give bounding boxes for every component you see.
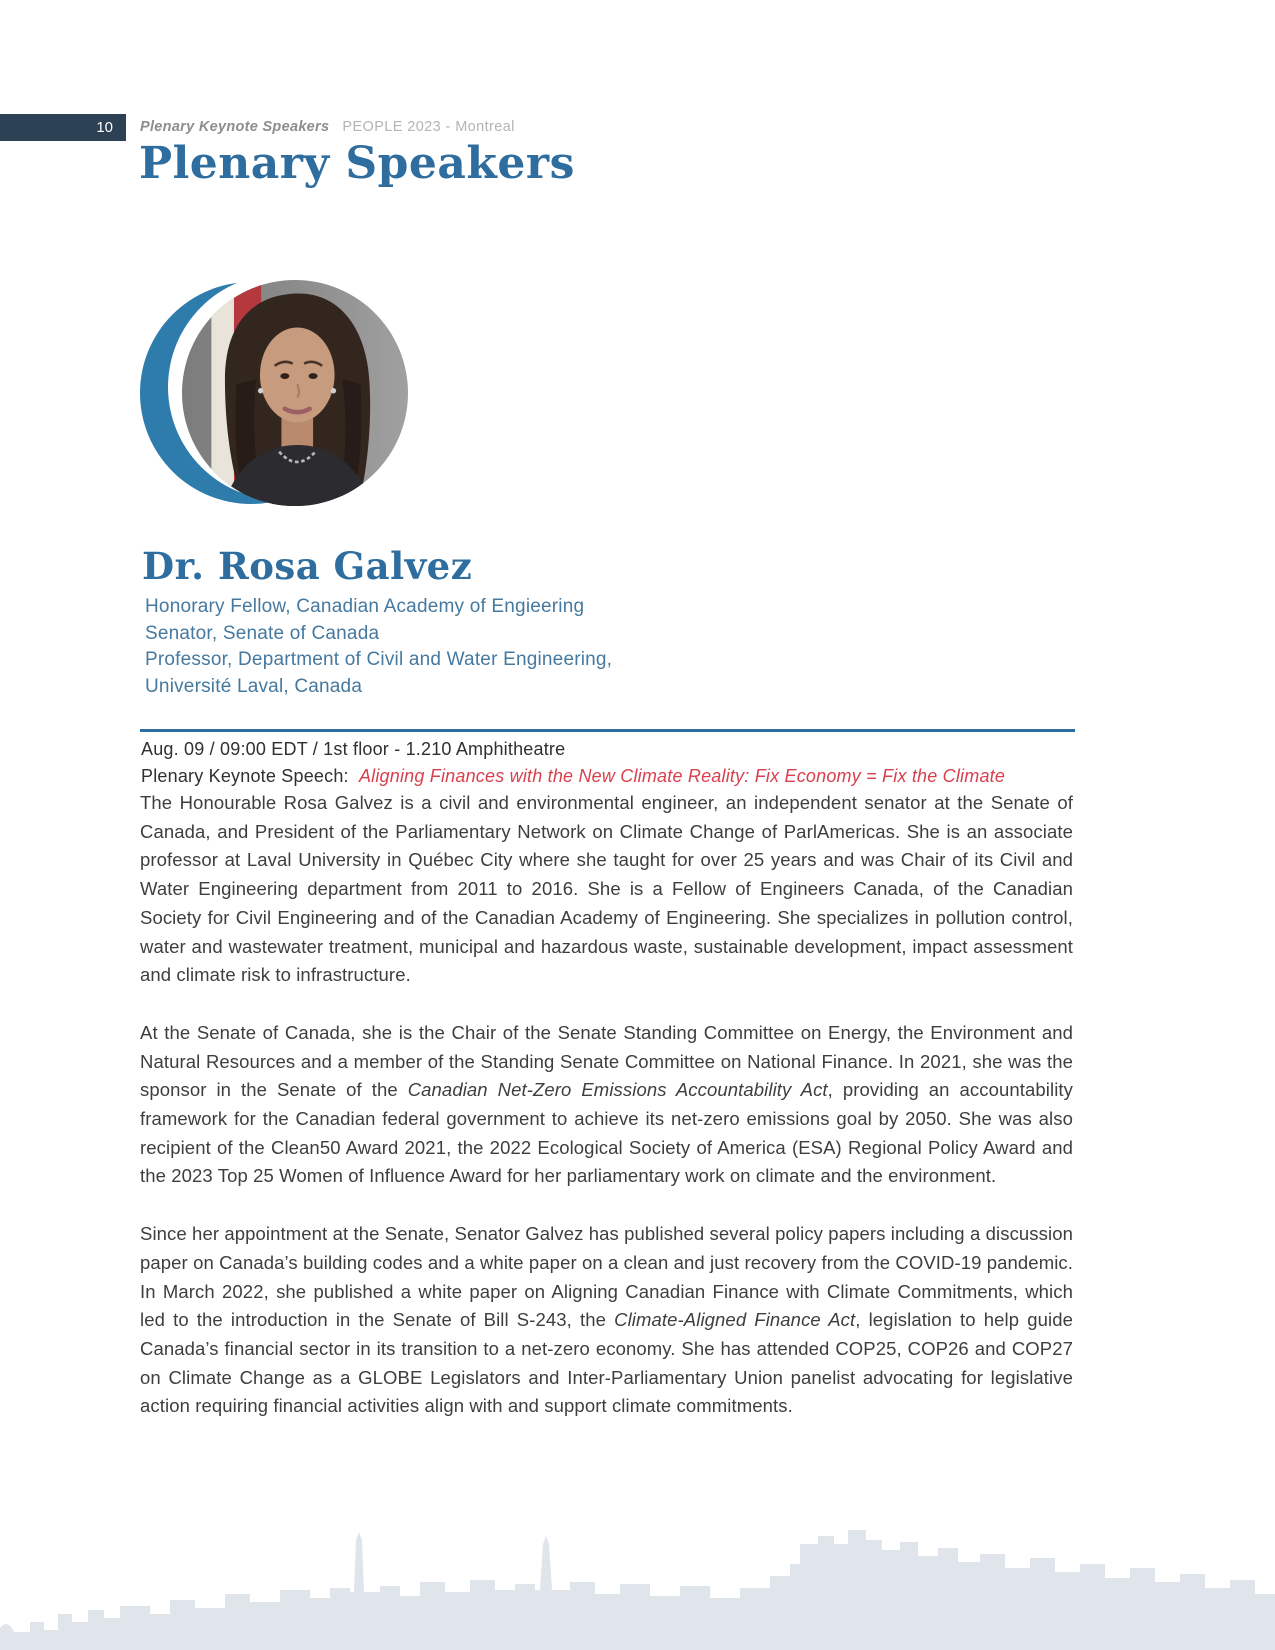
affiliation-line: Honorary Fellow, Canadian Academy of Engieering [145, 596, 585, 617]
speaker-photo [140, 272, 420, 518]
running-header-section: Plenary Keynote Speakers [140, 119, 330, 135]
portrait-illustration-icon [182, 280, 408, 506]
page-title: Plenary Speakers [139, 138, 575, 189]
bio-paragraph-2 [140, 1019, 1073, 1191]
city-skyline-silhouette-icon [0, 1510, 1275, 1650]
bio-text: , providing an accountability framework for the Canadian federal government to achieve its net-zero emissions goal by 2050. She was also recipient of the Clean50 Award 2021, the 2022 Ecological Society of America (ESA) Regional Policy Award and the 2023 Top 25 Women of Influence Award for her parliamentary work on climate and the environment. [140, 1079, 1073, 1187]
speech-line [141, 763, 1005, 790]
running-header-event: PEOPLE 2023 - Montreal [342, 119, 515, 135]
page-number-bar [0, 114, 126, 141]
bio-text: Since her appointment at the Senate, Senator Galvez has published several policy papers including a discussion paper on Canada’s building codes and a white paper on a clean and just recovery from the COVID-19 pandemic. In March 2022, she published a white paper on Aligning Canadian Finance with Climate Commitments, which led to the introduction in the Senate of Bill S-243, the [140, 1223, 1073, 1331]
portrait-photo [182, 280, 408, 506]
bio-text: , legislation to help guide Canada’s financial sector in its transition to a net-zero economy. She has attended COP25, COP26 and COP27 on Climate Change as a GLOBE Legislators and Inter-Parliamentary Union panelist advocating for legislative action requiring financial activities align with and support climate commitments. [140, 1309, 1073, 1417]
bio-text: The Honourable Rosa Galvez is a civil and environmental engineer, an independent senator at the Senate of Canada, and President of the Parliamentary Network on Climate Change of ParlAmericas. She is an associate professor at Laval University in Québec City where she taught for over 25 years and was Chair of its Civil and Water Engineering department from 2011 to 2016. She is a Fellow of Engineers Canada, of the Canadian Society for Civil Engineering and of the Canadian Academy of Engineering. She specializes in pollution control, water and wastewater treatment, municipal and hazardous waste, sustainable development, impact assessment and climate risk to infrastructure. [140, 792, 1073, 986]
affiliation-line: Senator, Senate of Canada [145, 622, 380, 644]
bio-text-italic: Climate-Aligned Finance Act [614, 1309, 856, 1331]
section-divider [140, 729, 1075, 732]
speaker-biography [140, 789, 1073, 1450]
affiliation-line: Université Laval, Canada [145, 675, 363, 697]
speaker-name: Dr. Rosa Galvez [142, 544, 473, 588]
page-number: 10 [96, 119, 113, 136]
speech-label: Plenary Keynote Speech: [141, 766, 349, 786]
bio-text: At the Senate of Canada, she is the Chair of the Senate Standing Committee on Energy, the Environment and Natural Resources and a member of the Standing Senate Committee on National Finance. In 2021, she was the sponsor in the Senate of the [140, 1021, 1073, 1101]
session-info: Aug. 09 / 09:00 EDT / 1st floor - 1.210 Amphitheatre [141, 739, 566, 759]
bio-text-italic: Canadian Net-Zero Emissions Accountability Act [407, 1079, 828, 1101]
running-header [140, 114, 515, 141]
bio-paragraph-3 [140, 1220, 1073, 1421]
affiliation-line: Professor, Department of Civil and Water Engineering, [145, 649, 613, 670]
speech-title: Aligning Finances with the New Climate Reality: Fix Economy = Fix the Climate [358, 766, 1006, 786]
speaker-affiliations [145, 594, 612, 700]
bio-paragraph-1 [140, 789, 1073, 990]
